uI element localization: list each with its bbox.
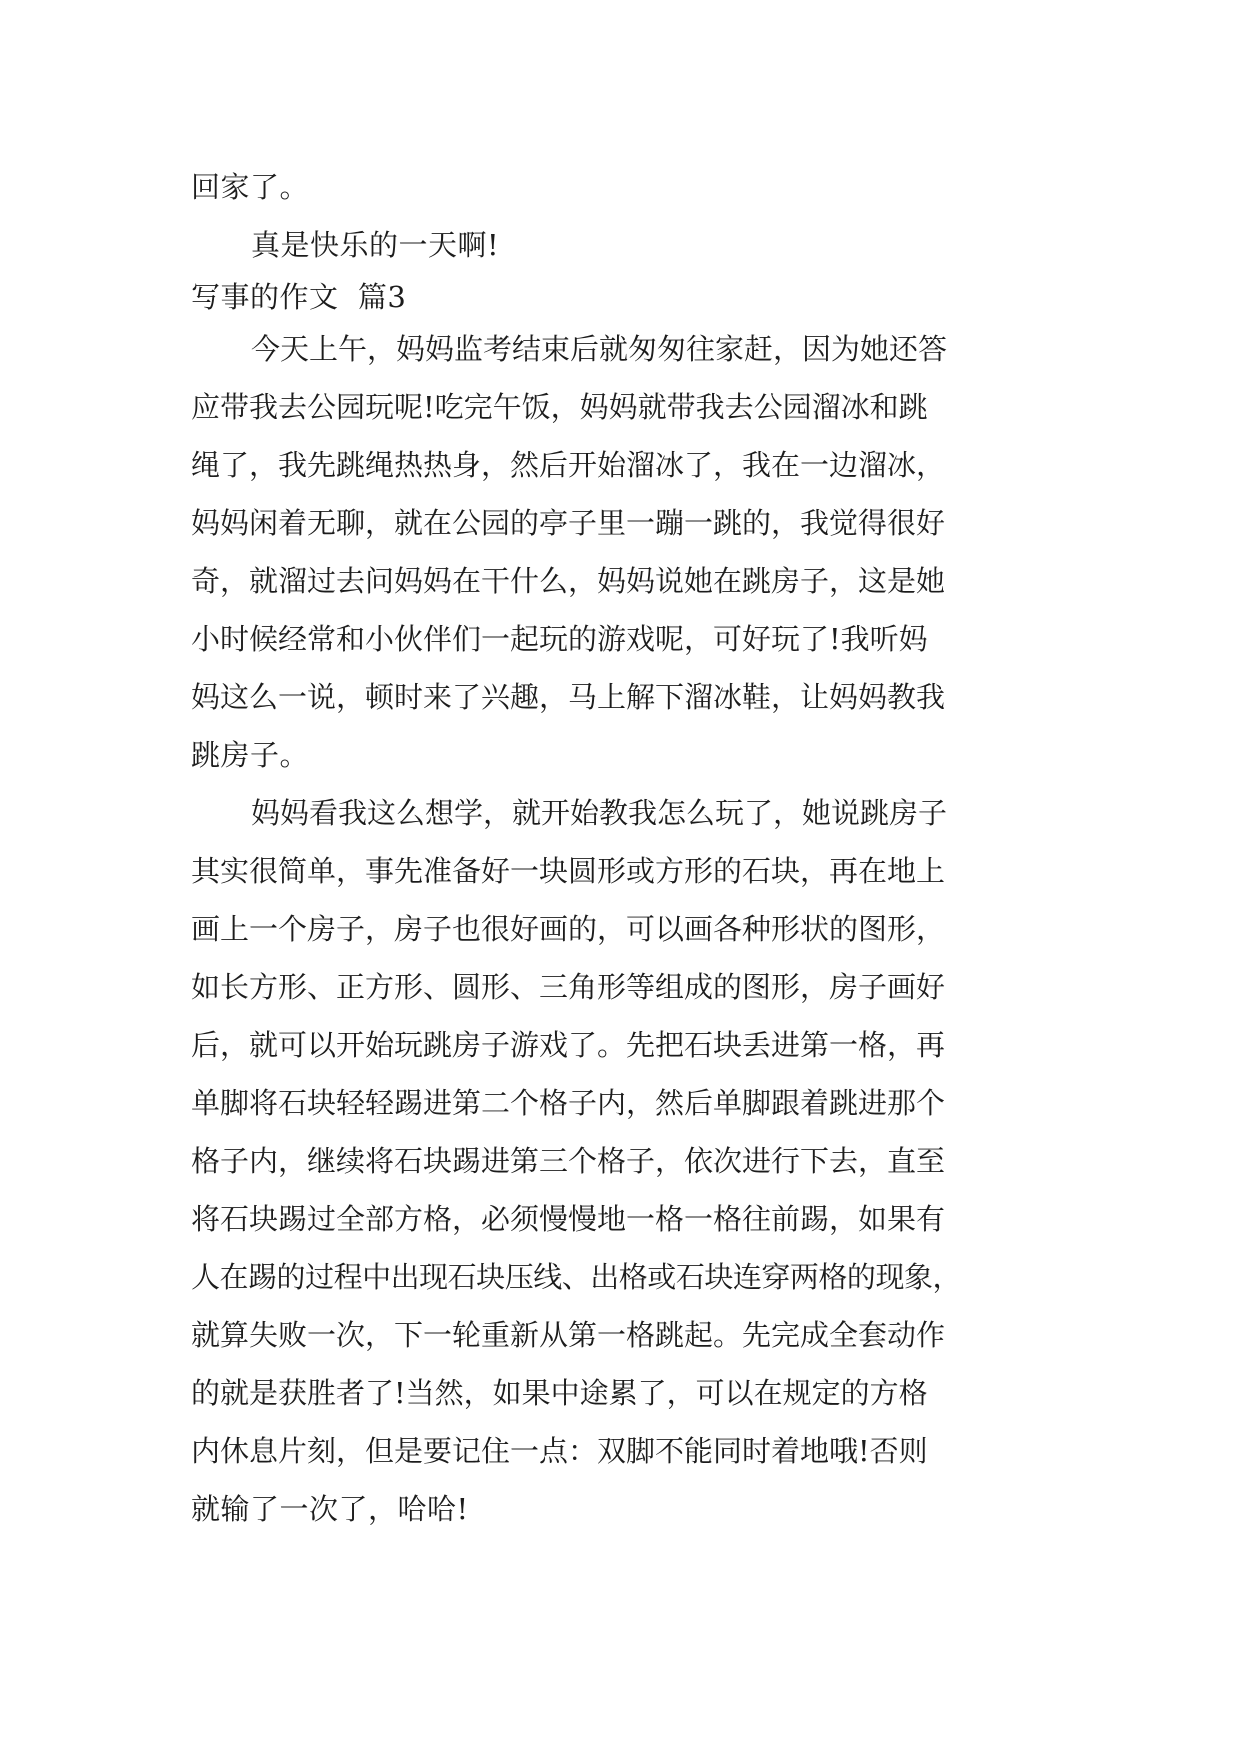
text-line: 人在踢的过程中出现石块压线、出格或石块连穿两格的现象，	[191, 1260, 962, 1294]
text-line: 单脚将石块轻轻踢进第二个格子内，然后单脚跟着跳进那个	[191, 1086, 946, 1120]
text-line: 跳房子。	[191, 738, 310, 772]
paragraph-2	[191, 784, 961, 1538]
text-line: 小时候经常和小伙伴们一起玩的游戏呢，可好玩了!我听妈	[191, 622, 928, 656]
text-line: 画上一个房子，房子也很好画的，可以画各种形状的图形，	[191, 912, 946, 946]
text-line: 的就是获胜者了!当然，如果中途累了，可以在规定的方格	[191, 1376, 928, 1410]
text-line: 其实很简单，事先准备好一块圆形或方形的石块，再在地上	[191, 854, 946, 888]
text-line: 后，就可以开始玩跳房子游戏了。先把石块丢进第一格，再	[191, 1028, 946, 1062]
text-line: 应带我去公园玩呢!吃完午饭，妈妈就带我去公园溜冰和跳	[191, 390, 928, 424]
text-line: 就算失败一次，下一轮重新从第一格跳起。先完成全套动作	[191, 1318, 946, 1352]
continuation-paragraph	[191, 158, 961, 216]
text-line: 回家了。	[191, 170, 310, 204]
text-line: 妈妈看我这么想学，就开始教我怎么玩了，她说跳房子	[251, 796, 948, 830]
closing-paragraph	[191, 216, 961, 274]
paragraph-1	[191, 320, 961, 784]
text-line: 如长方形、正方形、圆形、三角形等组成的图形，房子画好	[191, 970, 946, 1004]
text-line: 今天上午，妈妈监考结束后就匆匆往家赶，因为她还答	[251, 332, 948, 366]
heading-text: 写事的作文 篇3	[191, 280, 407, 314]
text-line: 内休息片刻，但是要记住一点：双脚不能同时着地哦!否则	[191, 1434, 928, 1468]
text-line: 绳了，我先跳绳热热身，然后开始溜冰了，我在一边溜冰，	[191, 448, 946, 482]
text-line: 真是快乐的一天啊!	[251, 228, 500, 262]
text-line: 奇，就溜过去问妈妈在干什么，妈妈说她在跳房子，这是她	[191, 564, 946, 598]
document-content	[191, 158, 961, 1538]
text-line: 将石块踢过全部方格，必须慢慢地一格一格往前踢，如果有	[191, 1202, 946, 1236]
text-line: 格子内，继续将石块踢进第三个格子，依次进行下去，直至	[191, 1144, 946, 1178]
section-heading	[191, 274, 961, 320]
text-line: 就输了一次了，哈哈!	[191, 1492, 469, 1526]
text-line: 妈妈闲着无聊，就在公园的亭子里一蹦一跳的，我觉得很好	[191, 506, 946, 540]
text-line: 妈这么一说，顿时来了兴趣，马上解下溜冰鞋，让妈妈教我	[191, 680, 946, 714]
